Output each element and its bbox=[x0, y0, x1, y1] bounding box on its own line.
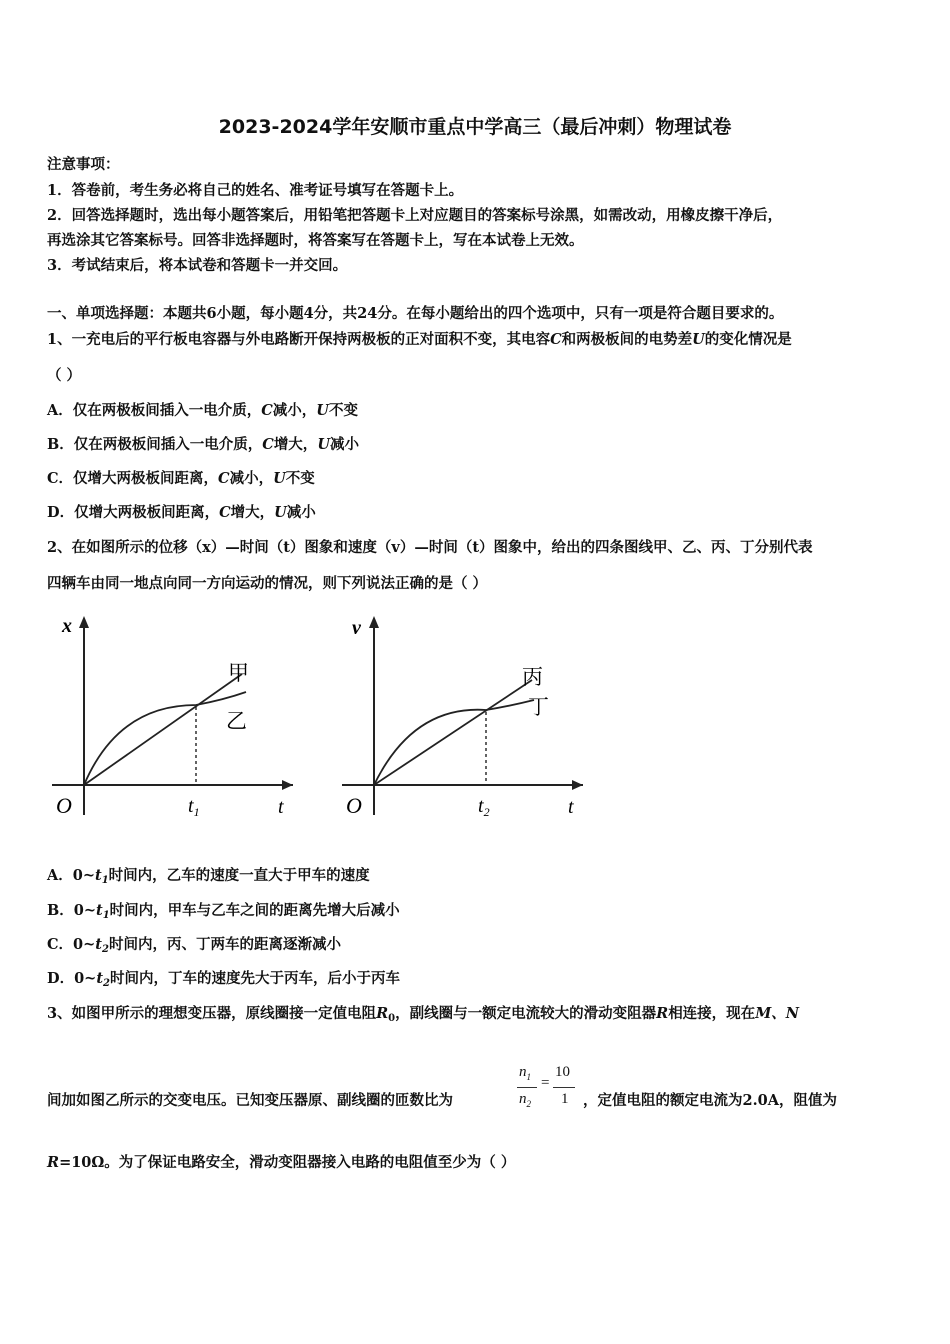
q3-stem-text: 相连接，现在 bbox=[668, 1005, 756, 1022]
option-label: C．仅增大两极板间距离， bbox=[47, 470, 219, 487]
question-2-stem: 2、在如图所示的位移（x）—时间（t）图象和速度（v）—时间（t）图象中，给出的四条图线甲、乙、丙、丁分别代表 bbox=[47, 539, 813, 556]
x-axis-arrow bbox=[572, 780, 583, 790]
curve-label-yi: 乙 bbox=[226, 709, 247, 733]
q1-stem-text: 和两极板间的电势差 bbox=[561, 331, 693, 348]
q3-stem-text: ，副线圈与一额定电流较大的滑动变阻器 bbox=[395, 1005, 657, 1022]
q2-option-a[interactable] bbox=[47, 864, 370, 886]
notice-item: 2．回答选择题时，选出每小题答案后，用铅笔把答题卡上对应题目的答案标号涂黑，如需改动，用橡皮擦干净后， bbox=[47, 207, 783, 224]
subscript: 2 bbox=[103, 978, 110, 989]
y-axis-arrow bbox=[369, 616, 379, 628]
option-text: 减小 bbox=[286, 504, 316, 521]
var-u: U bbox=[273, 470, 286, 487]
q1-stem-text: 的变化情况是 bbox=[704, 331, 792, 348]
option-text: 时间内，丁车的速度先大于丙车，后小于丙车 bbox=[110, 970, 400, 987]
var-mn: M、N bbox=[755, 1005, 799, 1022]
curve-bing bbox=[374, 680, 532, 785]
turns-ratio-fraction bbox=[515, 1062, 579, 1116]
tick-label: $t_2$ bbox=[478, 795, 490, 819]
option-text: 时间内，甲车与乙车之间的距离先增大后减小 bbox=[109, 902, 400, 919]
curve-label-ding: 丁 bbox=[528, 695, 549, 719]
option-text: 时间内，乙车的速度一直大于甲车的速度 bbox=[108, 867, 370, 884]
page-title: 2023-2024学年安顺市重点中学高三（最后冲刺）物理试卷 bbox=[218, 116, 732, 138]
curve-label-jia: 甲 bbox=[228, 661, 249, 685]
vt-graph bbox=[338, 610, 588, 834]
curve-ding bbox=[374, 700, 534, 785]
option-text: 增大， bbox=[230, 504, 275, 521]
var-c: C bbox=[218, 470, 230, 487]
y-axis-arrow bbox=[79, 616, 89, 628]
notice-item: 再选涂其它答案标号。回答非选择题时，将答案写在答题卡上，写在本试卷上无效。 bbox=[47, 232, 584, 249]
option-text: 不变 bbox=[285, 470, 315, 487]
q3-stem-text: 3、如图甲所示的理想变压器，原线圈接一定值电阻 bbox=[47, 1005, 377, 1022]
option-text: 减小 bbox=[329, 436, 359, 453]
xt-graph bbox=[48, 610, 298, 834]
tick-label: $t_1$ bbox=[188, 795, 200, 819]
option-text: 不变 bbox=[328, 402, 358, 419]
option-label: D．0~ bbox=[47, 970, 97, 987]
x-label: t bbox=[568, 796, 574, 818]
x-label: t bbox=[278, 796, 284, 818]
option-label: B．0~ bbox=[47, 902, 96, 919]
question-1-stem bbox=[47, 328, 792, 349]
option-label: C．0~ bbox=[47, 936, 96, 953]
x-axis-arrow bbox=[282, 780, 293, 790]
option-text: 减小， bbox=[272, 402, 317, 419]
var-c: C bbox=[219, 504, 231, 521]
option-label: A．仅在两极板间插入一电介质， bbox=[47, 402, 262, 419]
subscript: 0 bbox=[388, 1013, 396, 1024]
q1-option-d[interactable] bbox=[47, 501, 316, 522]
var-u: U bbox=[317, 436, 330, 453]
question-3-stem: 间加如图乙所示的交变电压。已知变压器原、副线圈的匝数比为 bbox=[47, 1092, 453, 1109]
var-r: R bbox=[656, 1005, 669, 1022]
var-t: t bbox=[96, 902, 103, 919]
xt-graph-svg bbox=[48, 610, 298, 830]
answer-paren: （ ） bbox=[47, 367, 82, 384]
var-u: U bbox=[274, 504, 287, 521]
var-c: C bbox=[550, 331, 562, 348]
y-label: v bbox=[352, 617, 361, 639]
frac-num: 10 bbox=[555, 1064, 570, 1080]
frac-den: 1 bbox=[561, 1091, 569, 1107]
option-text: 减小， bbox=[229, 470, 274, 487]
var-r: R bbox=[47, 1154, 60, 1171]
curve-yi bbox=[84, 692, 246, 785]
option-text: 时间内，丙、丁两车的距离逐渐减小 bbox=[108, 936, 341, 953]
frac-bar bbox=[517, 1087, 537, 1088]
subscript: 1 bbox=[102, 910, 110, 921]
question-3-stem bbox=[47, 1002, 799, 1024]
curve-label-bing: 丙 bbox=[522, 665, 543, 689]
q2-option-c[interactable] bbox=[47, 933, 341, 955]
option-label: A．0~ bbox=[47, 867, 95, 884]
var-u: U bbox=[316, 402, 329, 419]
notice-item: 1．答卷前，考生务必将自己的姓名、准考证号填写在答题卡上。 bbox=[47, 182, 464, 199]
frac-n2: $n_2$ bbox=[519, 1091, 531, 1109]
var-t: t bbox=[96, 970, 104, 987]
q3-stem-text: =10Ω。为了保证电路安全，滑动变阻器接入电路的电阻值至少为（ ） bbox=[59, 1154, 516, 1171]
question-3-stem: ，定值电阻的额定电流为2.0A，阻值为 bbox=[583, 1092, 837, 1109]
frac-bar bbox=[553, 1087, 575, 1088]
option-label: B．仅在两极板间插入一电介质， bbox=[47, 436, 263, 453]
frac-n1: $n_1$ bbox=[519, 1064, 531, 1082]
option-label: D．仅增大两极板间距离， bbox=[47, 504, 220, 521]
q1-option-a[interactable] bbox=[47, 399, 358, 420]
var-t: t bbox=[95, 867, 102, 884]
var-c: C bbox=[261, 402, 273, 419]
question-2-stem: 四辆车由同一地点向同一方向运动的情况，则下列说法正确的是（ ） bbox=[47, 575, 488, 592]
curve-jia bbox=[84, 674, 242, 785]
notice-item: 3．考试结束后，将本试卷和答题卡一并交回。 bbox=[47, 257, 348, 274]
section-heading: 一、单项选择题：本题共6小题，每小题4分，共24分。在每小题给出的四个选项中，只有一项是符合题目要求的。 bbox=[47, 305, 784, 322]
y-label: x bbox=[62, 615, 72, 637]
var-c: C bbox=[262, 436, 274, 453]
vt-graph-svg bbox=[338, 610, 588, 830]
frac-equals: = bbox=[541, 1075, 550, 1091]
option-text: 增大， bbox=[273, 436, 318, 453]
var-r0: R bbox=[376, 1005, 389, 1022]
subscript: 2 bbox=[101, 944, 109, 955]
q1-stem-text: 1、一充电后的平行板电容器与外电路断开保持两极板的正对面积不变，其电容 bbox=[47, 331, 551, 348]
subscript: 1 bbox=[101, 875, 109, 886]
q1-option-b[interactable] bbox=[47, 433, 359, 454]
question-3-stem bbox=[47, 1151, 515, 1172]
origin-label: O bbox=[56, 793, 72, 818]
q2-option-d[interactable] bbox=[47, 967, 400, 989]
notice-heading: 注意事项： bbox=[47, 156, 120, 173]
q2-option-b[interactable] bbox=[47, 899, 400, 921]
origin-label: O bbox=[346, 793, 362, 818]
var-u: U bbox=[692, 331, 705, 348]
q1-option-c[interactable] bbox=[47, 467, 315, 488]
var-t: t bbox=[95, 936, 102, 953]
